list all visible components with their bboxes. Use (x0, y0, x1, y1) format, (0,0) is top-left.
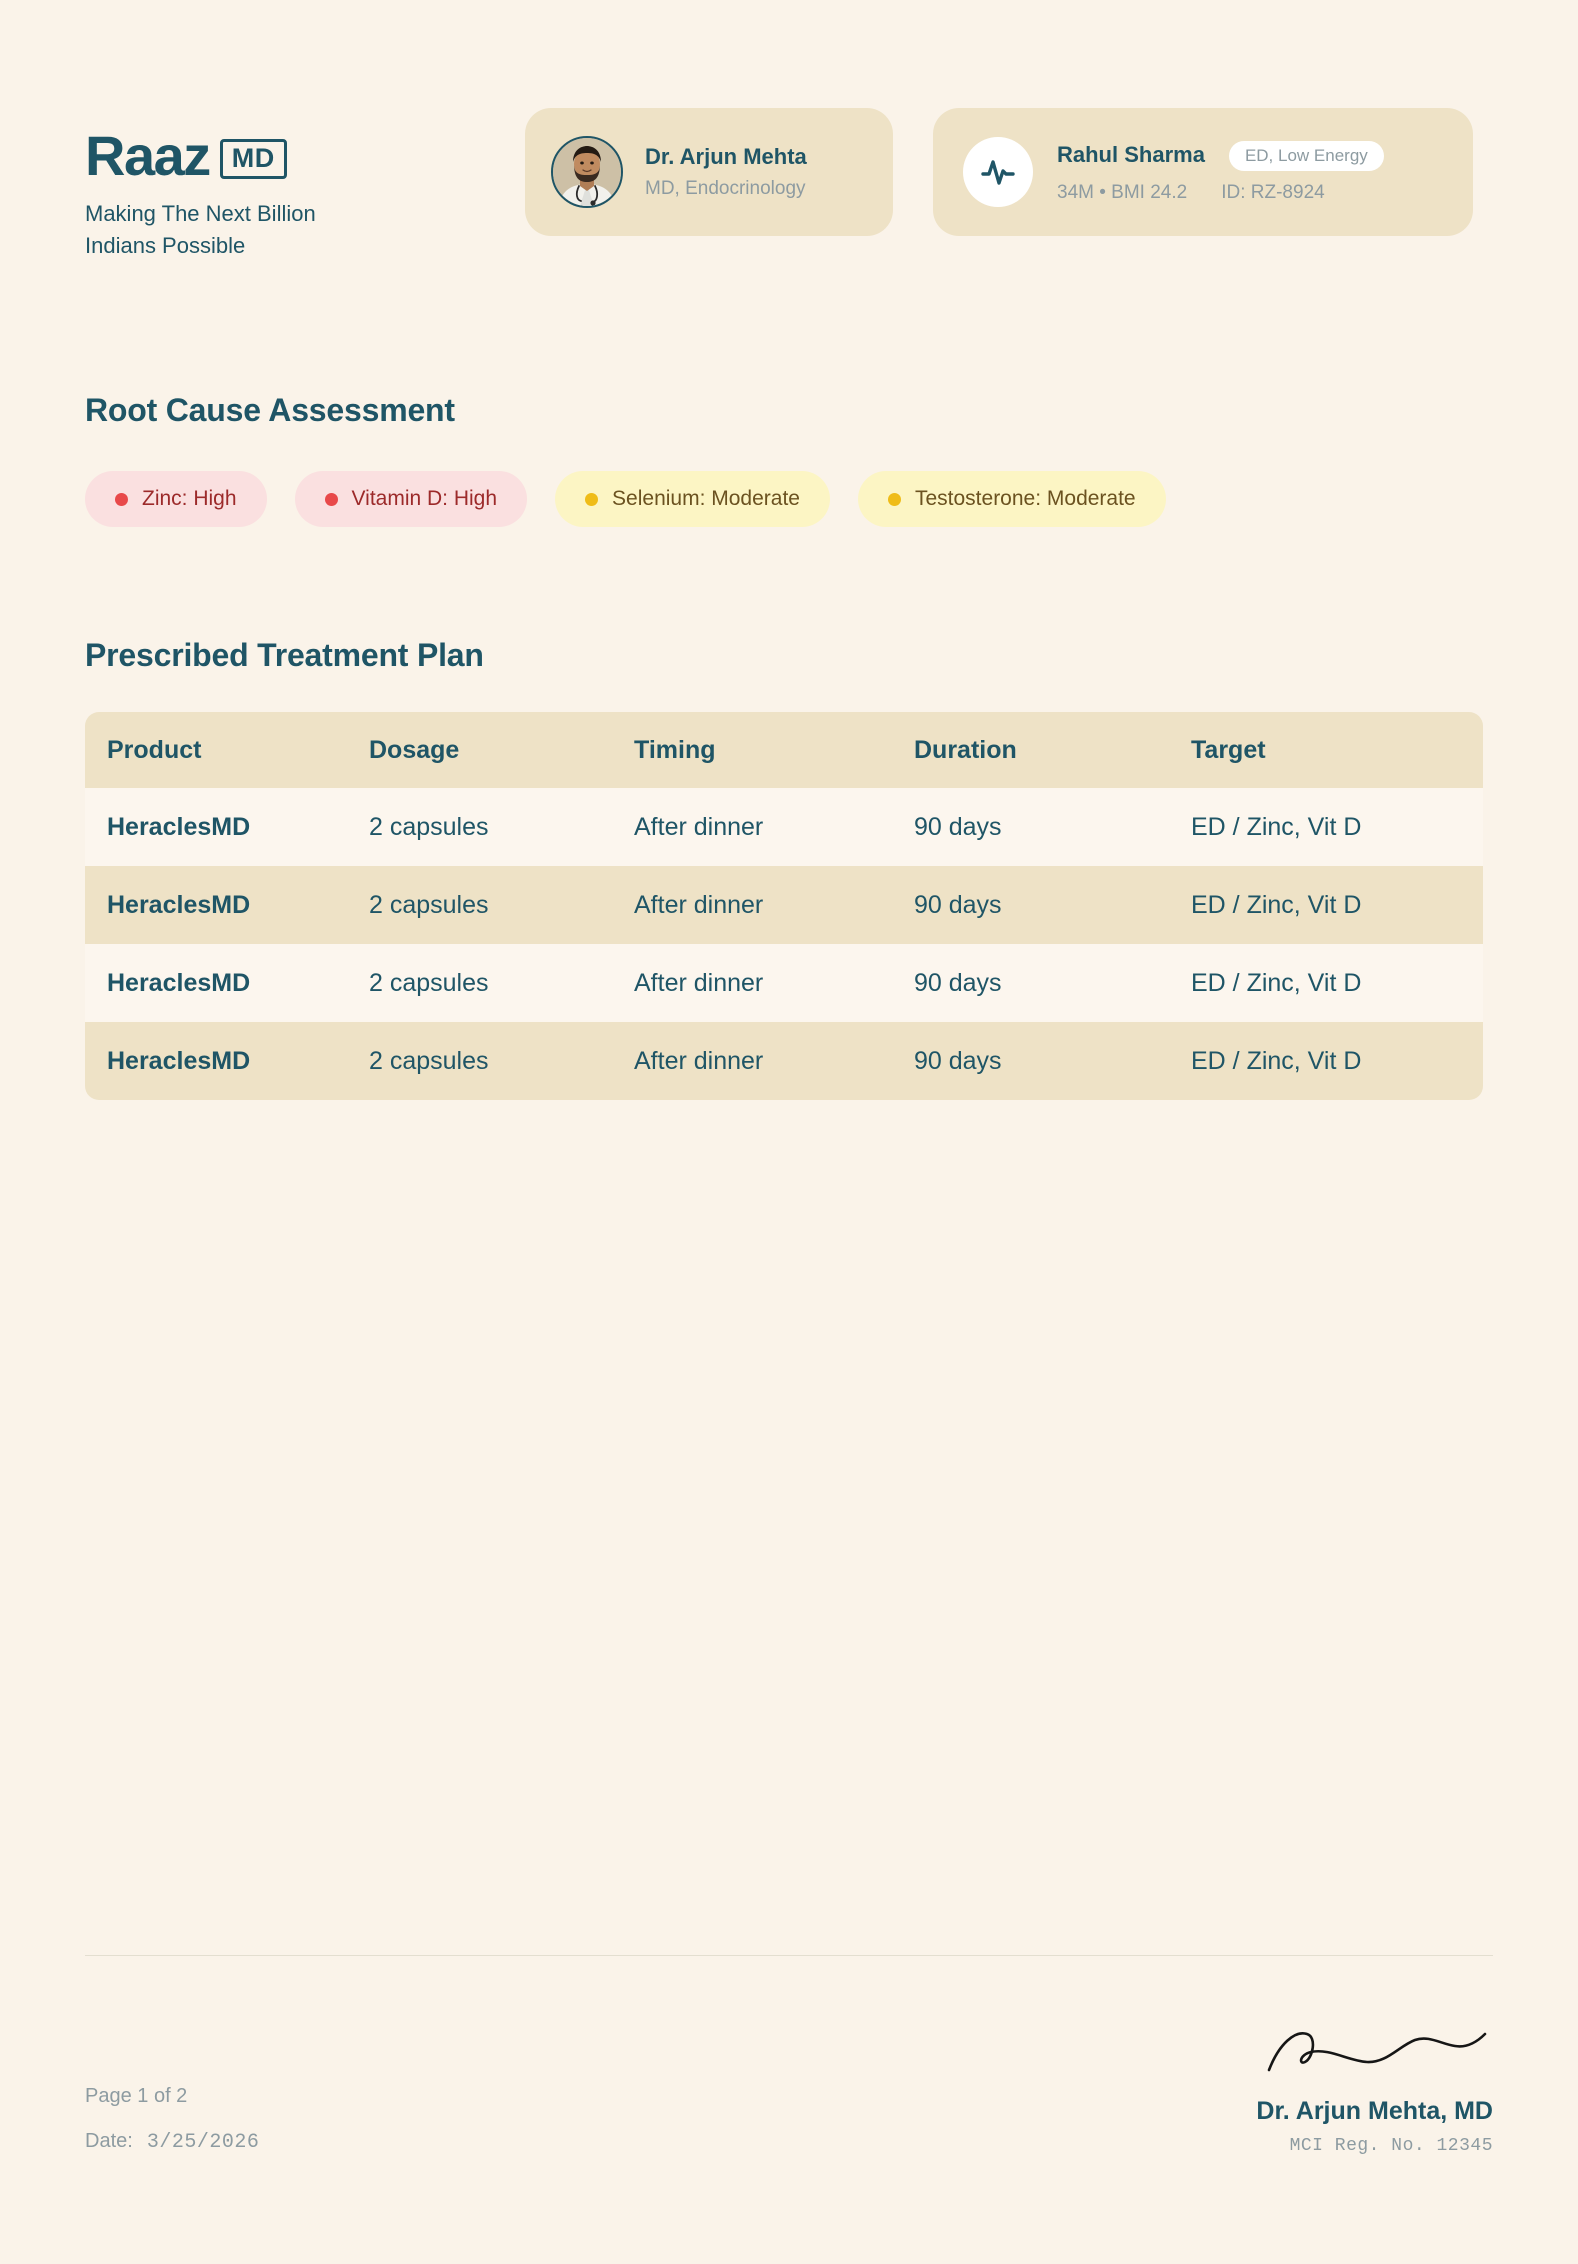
registration-number: MCI Reg. No. 12345 (1289, 2136, 1493, 2156)
cell-timing: After dinner (634, 890, 764, 919)
patient-info (1057, 141, 1443, 204)
cell-timing: After dinner (634, 812, 764, 841)
severity-dot-icon (325, 493, 338, 506)
table-header-row (85, 712, 1483, 788)
patient-meta-row (1057, 182, 1443, 204)
cell-duration: 90 days (914, 1046, 1002, 1075)
assessment-title: Root Cause Assessment (85, 392, 455, 429)
assessment-pill-label: Testosterone: Moderate (914, 487, 1136, 511)
assessment-pill-row (85, 471, 1493, 527)
column-header-dosage: Dosage (369, 735, 460, 764)
handwritten-signature-icon (1256, 2014, 1493, 2081)
cell-target: ED / Zinc, Vit D (1191, 890, 1362, 919)
patient-name-row (1057, 141, 1443, 171)
cell-duration: 90 days (914, 968, 1002, 997)
footer-body (85, 2014, 1493, 2156)
pulse-icon (963, 137, 1033, 207)
doctor-card (525, 108, 893, 236)
table-row (85, 1022, 1483, 1100)
cell-dosage: 2 capsules (369, 1046, 489, 1075)
table-row (85, 944, 1483, 1022)
cell-duration: 90 days (914, 890, 1002, 919)
patient-name: Rahul Sharma (1057, 142, 1205, 168)
page-header (85, 0, 1493, 264)
patient-condition-badge: ED, Low Energy (1229, 141, 1384, 171)
cell-product: HeraclesMD (107, 812, 251, 841)
logo-md-badge: MD (220, 139, 287, 179)
cell-dosage: 2 capsules (369, 968, 489, 997)
doctor-info (645, 143, 807, 200)
column-header-product: Product (107, 735, 202, 764)
severity-dot-icon (115, 493, 128, 506)
cell-dosage: 2 capsules (369, 812, 489, 841)
cell-target: ED / Zinc, Vit D (1191, 968, 1362, 997)
page-number: Page 1 of 2 (85, 2085, 188, 2107)
assessment-pill (555, 471, 830, 527)
severity-dot-icon (585, 493, 598, 506)
patient-card (933, 108, 1473, 236)
patient-id: ID: RZ-8924 (1221, 181, 1325, 203)
footer-left (85, 2085, 259, 2156)
table-row (85, 788, 1483, 866)
tagline-line-1: Making The Next Billion (85, 201, 316, 226)
column-header-timing: Timing (634, 735, 716, 764)
cell-product: HeraclesMD (107, 1046, 251, 1075)
assessment-pill (295, 471, 528, 527)
brand-block (85, 108, 525, 264)
assessment-pill (858, 471, 1166, 527)
date-line (85, 2130, 259, 2154)
cell-timing: After dinner (634, 1046, 764, 1075)
cell-dosage: 2 capsules (369, 890, 489, 919)
column-header-duration: Duration (914, 735, 1017, 764)
plan-title: Prescribed Treatment Plan (85, 637, 484, 674)
assessment-pill-label: Selenium: Moderate (612, 487, 800, 511)
footer-divider (85, 1955, 1493, 1956)
assessment-pill-label: Vitamin D: High (351, 487, 498, 511)
severity-dot-icon (888, 493, 901, 506)
signer-name: Dr. Arjun Mehta, MD (1256, 2097, 1493, 2125)
assessment-pill-label: Zinc: High (142, 487, 237, 511)
date-label: Date: (85, 2130, 133, 2152)
cell-target: ED / Zinc, Vit D (1191, 1046, 1362, 1075)
treatment-plan-section (85, 637, 1493, 1100)
cell-product: HeraclesMD (107, 890, 251, 919)
logo (85, 124, 525, 187)
cell-duration: 90 days (914, 812, 1002, 841)
cell-timing: After dinner (634, 968, 764, 997)
signature-block (1256, 2014, 1493, 2156)
brand-tagline (85, 200, 525, 260)
doctor-name: Dr. Arjun Mehta (645, 144, 807, 170)
logo-wordmark: Raaz (85, 124, 210, 187)
patient-vitals: 34M • BMI 24.2 (1057, 181, 1188, 203)
table-row (85, 866, 1483, 944)
cell-product: HeraclesMD (107, 968, 251, 997)
treatment-plan-table (85, 712, 1483, 1100)
date-value: 3/25/2026 (146, 2131, 260, 2154)
assessment-section (85, 392, 1493, 527)
cell-target: ED / Zinc, Vit D (1191, 812, 1362, 841)
assessment-pill (85, 471, 267, 527)
page-footer (85, 1955, 1493, 2156)
column-header-target: Target (1191, 735, 1266, 764)
tagline-line-2: Indians Possible (85, 233, 246, 259)
doctor-specialty: MD, Endocrinology (645, 177, 806, 199)
doctor-photo-icon (551, 136, 623, 208)
